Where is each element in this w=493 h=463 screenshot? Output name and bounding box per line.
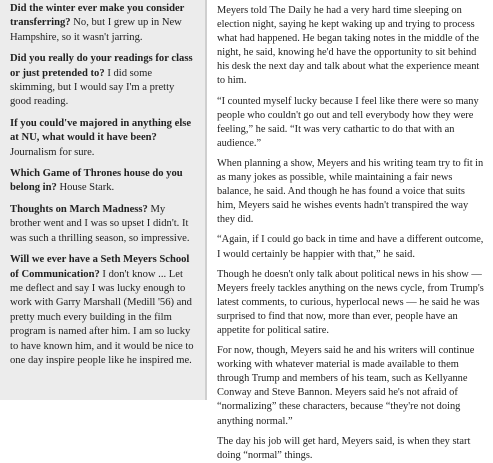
qa-sidebar	[0, 0, 206, 400]
qa-answer: No, but I grew up in New Hampshire, so it wasn't jarring.	[10, 17, 182, 43]
article-paragraph: Though he doesn't only talk about political news in his show — Meyers freely tackles anything on the news cycle, from Trump's latest comments, to curious, hyperlocal news — he said he was surprised to find that now, more than ever, people have an appetite for political satire.	[217, 268, 484, 336]
article-paragraph: “Again, if I could go back in time and have a different outcome, I would certainly be happier with that,” he said.	[217, 234, 484, 260]
qa-item	[10, 52, 197, 110]
qa-item	[10, 253, 197, 368]
qa-question: Did the winter ever make you consider transferring?	[10, 3, 185, 29]
article-body	[206, 0, 493, 461]
qa-answer: I did some skimming, but I would say I'm a pretty good reading.	[10, 67, 175, 108]
qa-question: Will we ever have a Seth Meyers School of Communication?	[10, 254, 190, 280]
qa-item	[10, 203, 197, 246]
qa-item	[10, 167, 197, 196]
qa-question: Which Game of Thrones house do you belong in?	[10, 168, 183, 194]
article-paragraph: “I counted myself lucky because I feel like there were so many people who couldn't go out and tell everybody how they were feeling,” he said. “It was very cathartic to do that with an audience.”	[217, 95, 479, 149]
qa-question: Did you really do your readings for class or just pretended to?	[10, 53, 193, 79]
qa-question: Thoughts on March Madness?	[10, 203, 148, 215]
article-paragraph: When planning a show, Meyers and his writing team try to fit in as many jokes as possible, while maintaining a fair news balance, he said. And though he has found a voice that suits him, Meyers said he wishes events hadn't transpired the way they did.	[217, 157, 484, 226]
qa-item	[10, 117, 197, 160]
article-paragraph: For now, though, Meyers said he and his writers will continue working with whatever material is made available to them through Trump and members of his team, such as Kellyanne Conway and Steve Bannon. Meyers said he's not afraid of “normalizing” these characters, because “they're not doing anything normal.”	[217, 345, 475, 427]
qa-answer: I don't know ... Let me deflect and say I was lucky enough to work with Garry Marshall (Medill '56) and pretty much every building in the film program is named after him. I am so lucky to have known him, and it would be nice to one day inspire people like he inspired me.	[10, 268, 194, 366]
qa-question: If you could've majored in anything else at NU, what would it have been?	[10, 117, 192, 144]
qa-answer: Journalism for sure.	[10, 146, 95, 158]
qa-answer: My brother went and I was so upset I didn't. It was such a thrilling season, so impressive.	[10, 203, 190, 244]
article-paragraph: The day his job will get hard, Meyers said, is when they start doing “normal” things.	[217, 435, 471, 461]
qa-item	[10, 2, 197, 45]
qa-answer: House Stark.	[59, 182, 115, 194]
article-paragraph: Meyers told The Daily he had a very hard time sleeping on election night, saying he kept waking up and trying to process what had happened. He began taking notes in the middle of the night, he said, knowing he'd have the opportunity to sit behind his desk the next day and talk about what the experience meant to him.	[217, 5, 480, 87]
